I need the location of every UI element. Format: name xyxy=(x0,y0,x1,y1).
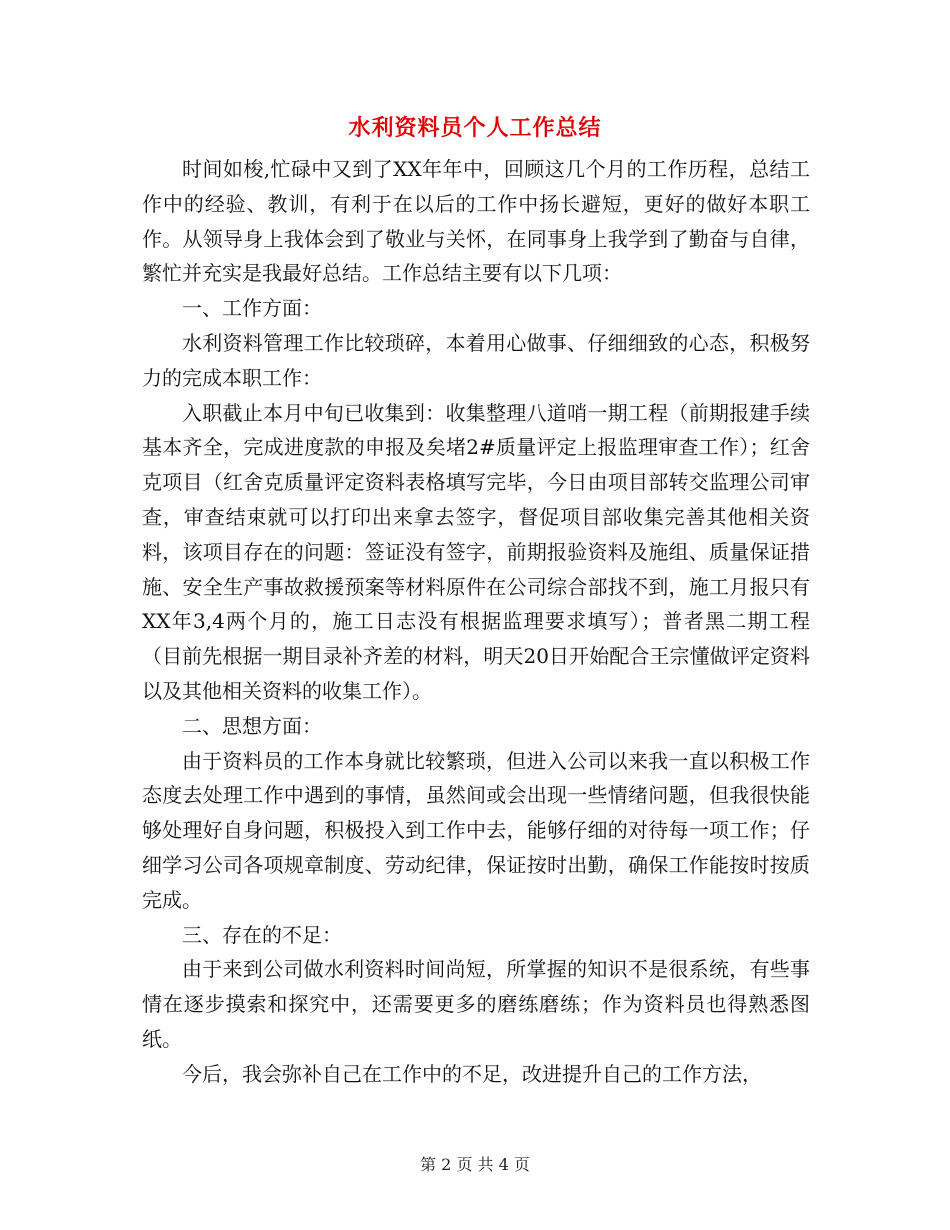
section-heading-work: 一、工作方面： xyxy=(182,296,322,321)
paragraph-work-summary: 水利资料管理工作比较琐碎，本着用心做事、仔细细致的心态，积极努力的完成本职工作： xyxy=(142,330,810,390)
section-heading-thought: 二、思想方面： xyxy=(182,713,322,738)
page-number-footer: 第 2 页 共 4 页 xyxy=(420,1155,530,1174)
paragraph-intro: 时间如梭,忙碌中又到了XX年年中，回顾这几个月的工作历程，总结工作中的经验、教训，有利于在以后的工作中扬长避短，更好的做好本职工作。从领导身上我体会到了敬业与关怀，在同事身上我学到了勤奋与自律，繁忙并充实是我最好总结。工作总结主要有以下几项： xyxy=(142,157,810,286)
paragraph-future: 今后，我会弥补自己在工作中的不足，改进提升自己的工作方法， xyxy=(182,1061,762,1086)
paragraph-work-details: 入职截止本月中旬已收集到：收集整理八道哨一期工程（前期报建手续基本齐全，完成进度款的申报及矣堵2#质量评定上报监理审查工作）；红舍克项目（红舍克质量评定资料表格填写完毕，今日由项目部转交监理公司审查，审查结束就可以打印出来拿去签字，督促项目部收集完善其他相关资料，该项目存在的问题：签证没有签字，前期报验资料及施组、质量保证措施、安全生产事故救援预案等材料原件在公司综合部找不到，施工月报只有XX年3,4两个月的，施工日志没有根据监理要求填写）；普者黑二期工程（目前先根据一期目录补齐差的材料，明天20日开始配合王宗懂做评定资料以及其他相关资料的收集工作）。 xyxy=(142,400,810,703)
paragraph-shortcomings: 由于来到公司做水利资料时间尚短，所掌握的知识不是很系统，有些事情在逐步摸索和探究中，还需要更多的磨练磨练；作为资料员也得熟悉图纸。 xyxy=(142,957,810,1051)
section-heading-shortcomings: 三、存在的不足： xyxy=(182,922,342,947)
document-body xyxy=(142,152,810,1092)
document-title: 水利资料员个人工作总结 xyxy=(348,115,602,141)
paragraph-thought: 由于资料员的工作本身就比较繁琐，但进入公司以来我一直以积极工作态度去处理工作中遇到的事情，虽然间或会出现一些情绪问题，但我很快能够处理好自身问题，积极投入到工作中去，能够仔细的对待每一项工作；仔细学习公司各项规章制度、劳动纪律，保证按时出勤，确保工作能按时按质完成。 xyxy=(142,748,810,912)
